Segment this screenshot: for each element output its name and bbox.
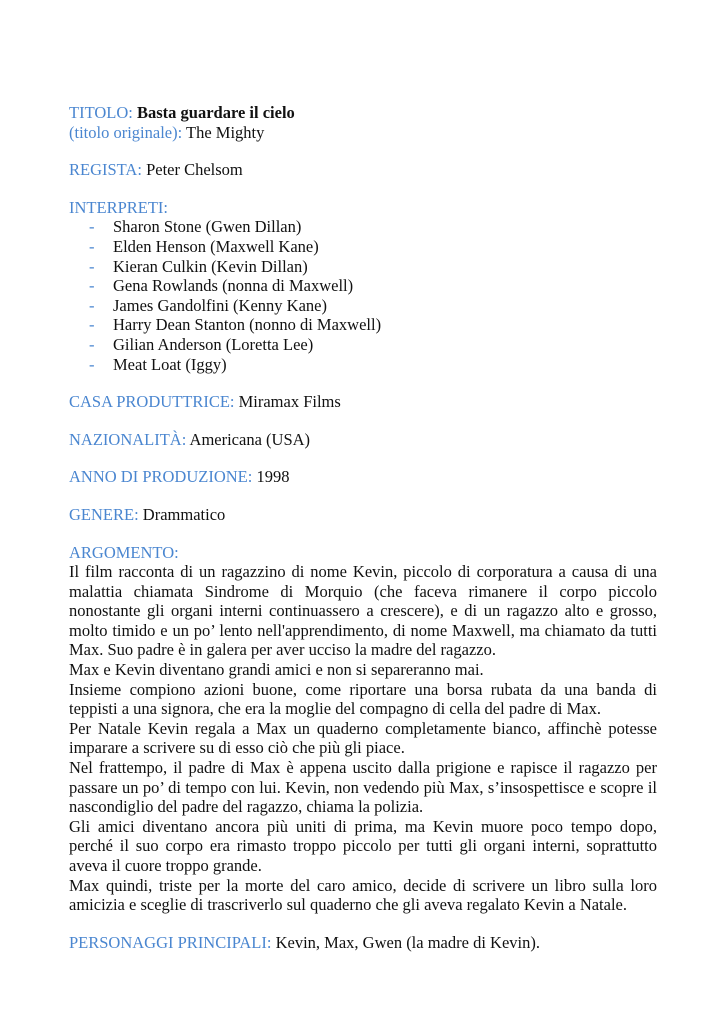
cast-label: INTERPRETI:: [69, 197, 168, 217]
nationality-line: [69, 430, 657, 450]
cast-item-text: Elden Henson (Maxwell Kane): [113, 236, 319, 256]
director-line: [69, 160, 657, 180]
cast-bullet: -: [89, 334, 95, 354]
plot-paragraph: Insieme compiono azioni buone, come riportare una borsa rubata da una banda di teppisti a una signora, che era la moglie del compagno di cella del padre di Max.: [69, 679, 657, 719]
genre-line: [69, 505, 657, 525]
cast-bullet: -: [89, 256, 95, 276]
nationality-label: NAZIONALITÀ:: [69, 429, 187, 449]
cast-item: [69, 296, 657, 316]
plot-paragraph: Gli amici diventano ancora più uniti di prima, ma Kevin muore poco tempo dopo, perché il suo corpo era rimasto troppo piccolo per tutti gli organi interni, soprattutto aveva il cuore troppo grande.: [69, 816, 657, 875]
cast-bullet: -: [89, 354, 95, 374]
genre-value: Drammatico: [142, 504, 226, 524]
cast-item-text: Meat Loat (Iggy): [113, 354, 227, 374]
cast-list: [69, 217, 657, 374]
cast-item: [69, 237, 657, 257]
characters-label: PERSONAGGI PRINCIPALI:: [69, 932, 272, 952]
cast-bullet: -: [89, 276, 95, 296]
cast-item: [69, 315, 657, 335]
document-page: [69, 103, 657, 952]
director-value: Peter Chelsom: [146, 160, 243, 180]
plot-paragraph: Nel frattempo, il padre di Max è appena uscito dalla prigione e rapisce il ragazzo per passare un po’ di tempo con lui. Kevin, non vedendo più Max, s’insospettisce e scopre il nascondiglio del padre del ragazzo, chiama la polizia.: [69, 758, 657, 817]
year-line: [69, 467, 657, 487]
characters-line: [69, 933, 657, 953]
title-line: [69, 103, 657, 123]
nationality-value: Americana (USA): [189, 429, 311, 449]
plot-paragraph: Max e Kevin diventano grandi amici e non si separeranno mai.: [69, 660, 484, 680]
characters-value: Kevin, Max, Gwen (la madre di Kevin).: [275, 932, 540, 952]
cast-bullet: -: [89, 217, 95, 237]
title-value: Basta guardare il cielo: [136, 103, 295, 122]
cast-item: [69, 276, 657, 296]
cast-item-text: Kieran Culkin (Kevin Dillan): [113, 256, 308, 276]
cast-item-text: Sharon Stone (Gwen Dillan): [113, 217, 302, 237]
original-title-line: [69, 123, 657, 143]
plot-paragraph: Max quindi, triste per la morte del caro amico, decide di scrivere un libro sulla loro amicizia e sceglie di trascriverlo sul quaderno che gli aveva regalato Kevin a Natale.: [69, 875, 657, 915]
plot-body: [69, 562, 657, 915]
title-label: TITOLO:: [69, 103, 133, 122]
production-line: [69, 392, 657, 412]
year-value: 1998: [256, 467, 290, 487]
production-value: Miramax Films: [238, 392, 341, 412]
original-title-label: (titolo originale):: [69, 122, 183, 142]
production-label: CASA PRODUTTRICE:: [69, 392, 235, 412]
cast-item-text: Gilian Anderson (Loretta Lee): [113, 334, 314, 354]
plot-paragraph: Il film racconta di un ragazzino di nome Kevin, piccolo di corporatura a causa di una malattia chiamata Sindrome di Morquio (che faceva rimanere il corpo piccolo nonostante gli organi interni continuassero a crescere), e di un ragazzo alto e grosso, molto timido e un po’ lento nell'apprendimento, di nome Maxwell, ma chiamato da tutti Max. Suo padre è in galera per aver ucciso la madre del ragazzo.: [69, 562, 657, 660]
cast-item: [69, 335, 657, 355]
cast-bullet: -: [89, 295, 95, 315]
plot-label: ARGOMENTO:: [69, 542, 179, 562]
cast-bullet: -: [89, 315, 95, 335]
cast-item-text: James Gandolfini (Kenny Kane): [113, 295, 327, 315]
cast-item: [69, 257, 657, 277]
year-label: ANNO DI PRODUZIONE:: [69, 467, 253, 487]
cast-item-text: Gena Rowlands (nonna di Maxwell): [113, 276, 354, 296]
cast-item: [69, 355, 657, 375]
cast-bullet: -: [89, 236, 95, 256]
cast-item: [69, 217, 657, 237]
genre-label: GENERE:: [69, 504, 139, 524]
original-title-value: The Mighty: [186, 122, 265, 142]
plot-paragraph: Per Natale Kevin regala a Max un quaderno completamente bianco, affinchè potesse imparare a scrivere su di esso ciò che più gli piace.: [69, 718, 657, 758]
director-label: REGISTA:: [69, 160, 142, 180]
cast-item-text: Harry Dean Stanton (nonno di Maxwell): [113, 315, 382, 335]
